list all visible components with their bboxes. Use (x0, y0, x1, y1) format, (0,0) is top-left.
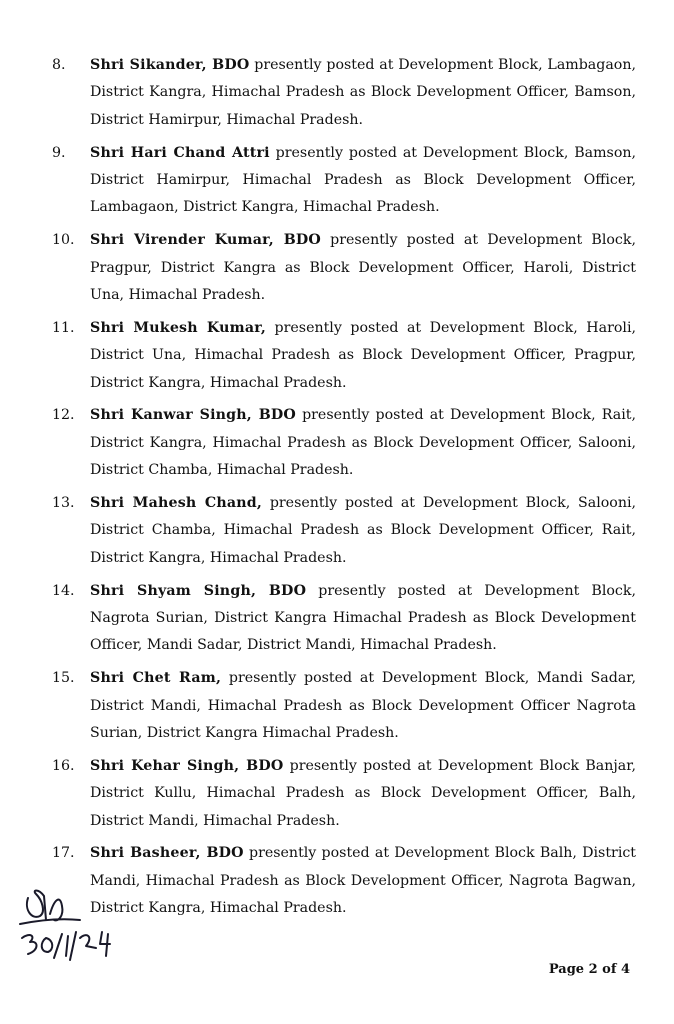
officer-name: Shri Chet Ram, (90, 670, 222, 687)
item-number: 8. (52, 57, 66, 73)
item-text (90, 227, 636, 309)
list-item (0, 753, 674, 835)
item-text (90, 52, 636, 134)
item-text (90, 402, 636, 484)
officer-name: Shri Hari Chand Attri (90, 144, 270, 161)
list-item (0, 490, 674, 572)
item-number: 17. (52, 845, 75, 862)
posting-details: presently posted at Development Block Banjar, District Kullu, Himachal Pradesh as Block Development Officer, Balh, District Mandi, Himachal Pradesh. (90, 757, 636, 829)
list-item (0, 578, 674, 660)
officer-name: Shri Virender Kumar, BDO (90, 232, 321, 249)
item-number: 13. (52, 495, 75, 512)
item-text (90, 490, 636, 572)
officer-name: Shri Kehar Singh, BDO (90, 757, 284, 774)
officer-name: Shri Mukesh Kumar, (90, 319, 267, 336)
item-number: 16. (52, 757, 75, 774)
officer-name: Shri Shyam Singh, BDO (90, 582, 307, 599)
handwritten-signature (10, 880, 120, 975)
item-text (90, 578, 636, 660)
item-number: 11. (52, 319, 75, 336)
officer-name: Shri Basheer, BDO (90, 845, 244, 862)
list-item (0, 665, 674, 747)
list-item (0, 52, 674, 134)
item-number: 12. (52, 407, 75, 424)
item-text (90, 140, 636, 222)
item-number: 9. (52, 144, 66, 161)
posting-details: presently posted at Development Block, Haroli, District Una, Himachal Pradesh as Block Development Officer, Pragpur, District Kangra, Himachal Pradesh. (90, 319, 636, 391)
posting-details: presently posted at Development Block, Mandi Sadar, District Mandi, Himachal Pradesh as Block Development Officer Nagrota Surian, District Kangra Himachal Pradesh. (90, 670, 637, 742)
transfer-list (0, 52, 674, 928)
item-number: 10. (52, 232, 75, 249)
item-number: 14. (52, 582, 75, 599)
posting-details: presently posted at Development Block Balh, District Mandi, Himachal Pradesh as Block Development Officer, Nagrota Bagwan, District Kangra, Himachal Pradesh. (90, 845, 637, 917)
list-item (0, 402, 674, 484)
officer-name: Shri Sikander, BDO (90, 57, 250, 73)
list-item (0, 315, 674, 397)
list-item (0, 140, 674, 222)
officer-name: Shri Mahesh Chand, (90, 495, 263, 512)
posting-details: presently posted at Development Block, Nagrota Surian, District Kangra Himachal Pradesh as Block Development Officer, Mandi Sadar, District Mandi, Himachal Pradesh. (90, 582, 636, 654)
posting-details: presently posted at Development Block, Salooni, District Chamba, Himachal Pradesh as Block Development Officer, Rait, District Kangra, Himachal Pradesh. (90, 495, 636, 566)
posting-details: presently posted at Development Block, Rait, District Kangra, Himachal Pradesh as Block Development Officer, Salooni, District Chamba, Himachal Pradesh. (90, 407, 636, 479)
posting-details: presently posted at Development Block, Bamson, District Hamirpur, Himachal Pradesh as Block Development Officer, Lambagaon, District Kangra, Himachal Pradesh. (90, 144, 637, 216)
item-text (90, 753, 636, 835)
item-number: 15. (52, 670, 75, 687)
page-number: Page 2 of 4 (548, 962, 630, 977)
item-text (90, 315, 636, 397)
item-text (90, 665, 636, 747)
item-text (90, 840, 636, 922)
officer-name: Shri Kanwar Singh, BDO (90, 407, 296, 424)
posting-details: presently posted at Development Block, Lambagaon, District Kangra, Himachal Pradesh as Block Development Officer, Bamson, District Hamirpur, Himachal Pradesh. (90, 57, 636, 128)
posting-details: presently posted at Development Block, Pragpur, District Kangra as Block Development Officer, Haroli, District Una, Himachal Pradesh. (90, 232, 636, 304)
list-item (0, 227, 674, 309)
